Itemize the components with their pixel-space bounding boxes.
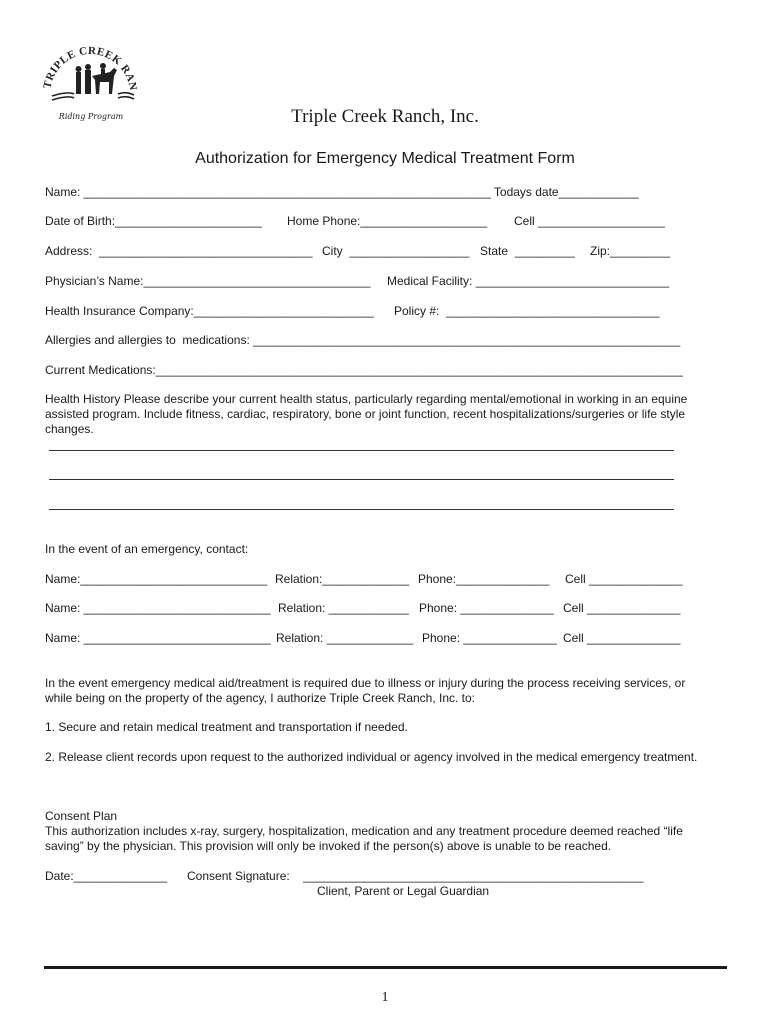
medications-field[interactable]: Current Medications:_______________________________________________________________________________ (45, 363, 683, 377)
city-field[interactable]: City __________________ (322, 244, 470, 258)
health-history-line[interactable] (49, 450, 674, 451)
authorization-item-1: 1. Secure and retain medical treatment and transportation if needed. (45, 720, 408, 734)
signature-caption: Client, Parent or Legal Guardian (317, 884, 490, 898)
logo-arc-text: TRIPLE CREEK RAN (41, 44, 139, 92)
state-field[interactable]: State _________ (480, 244, 575, 258)
home-phone-field[interactable]: Home Phone:___________________ (287, 214, 488, 228)
zip-field[interactable]: Zip:_________ (590, 244, 671, 258)
emergency-name-field[interactable]: Name:____________________________ (45, 572, 268, 586)
page-number: 1 (381, 990, 389, 1005)
authorization-intro: In the event emergency medical aid/treatment is required due to illness or injury during the process receiving services, or while being on the property of the agency, I authorize Triple Creek Ranch, Inc. to: (45, 676, 686, 705)
emergency-phone-field[interactable]: Phone: ______________ (419, 601, 554, 615)
emergency-heading: In the event of an emergency, contact: (45, 542, 249, 556)
emergency-cell-field[interactable]: Cell ______________ (565, 572, 683, 586)
authorization-item-2: 2. Release client records upon request to the authorized individual or agency involved in the medical emergency treatment. (45, 750, 698, 764)
emergency-relation-field[interactable]: Relation: _____________ (276, 631, 414, 645)
footer-rule (44, 966, 727, 969)
physician-field[interactable]: Physician’s Name:__________________________________ (45, 274, 371, 288)
dob-field[interactable]: Date of Birth:______________________ (45, 214, 262, 228)
consent-text: This authorization includes x-ray, surgery, hospitalization, medication and any treatment procedure deemed reached “life saving” by the physician. This provision will only be invoked if the person(s) above is unable to be reached. (45, 824, 683, 853)
address-field[interactable]: Address: ________________________________ (45, 244, 313, 258)
cell-field[interactable]: Cell ___________________ (514, 214, 665, 228)
consent-heading: Consent Plan (45, 809, 118, 823)
form-title: Authorization for Emergency Medical Treatment Form (195, 150, 575, 167)
emergency-name-field[interactable]: Name: ____________________________ (45, 601, 271, 615)
emergency-relation-field[interactable]: Relation:_____________ (275, 572, 410, 586)
allergies-field[interactable]: Allergies and allergies to medications: ________________________________________________________________ (45, 333, 681, 347)
insurance-field[interactable]: Health Insurance Company:___________________________ (45, 304, 374, 318)
consent-signature-field[interactable]: Consent Signature: ___________________________________________________ (187, 869, 644, 883)
emergency-cell-field[interactable]: Cell ______________ (563, 631, 681, 645)
name-field[interactable]: Name: _____________________________________________________________ Todays date____________ (45, 185, 639, 199)
consent-date-field[interactable]: Date:______________ (45, 869, 168, 883)
company-name: Triple Creek Ranch, Inc. (291, 106, 479, 127)
health-history-text: Health History Please describe your current health status, particularly regarding mental/emotional in working in an equine assisted program. Include fitness, cardiac, respiratory, bone or joint function, recent hospitalizations/surgeries or life style changes. (45, 392, 688, 436)
health-history-line[interactable] (49, 479, 674, 480)
emergency-name-field[interactable]: Name: ____________________________ (45, 631, 271, 645)
policy-field[interactable]: Policy #: ________________________________ (394, 304, 660, 318)
emergency-cell-field[interactable]: Cell ______________ (563, 601, 681, 615)
emergency-phone-field[interactable]: Phone:______________ (418, 572, 550, 586)
medical-facility-field[interactable]: Medical Facility: _____________________________ (387, 274, 670, 288)
logo-caption: Riding Program (58, 112, 124, 121)
health-history-line[interactable] (49, 509, 674, 510)
emergency-relation-field[interactable]: Relation: ____________ (278, 601, 409, 615)
emergency-phone-field[interactable]: Phone: ______________ (422, 631, 557, 645)
